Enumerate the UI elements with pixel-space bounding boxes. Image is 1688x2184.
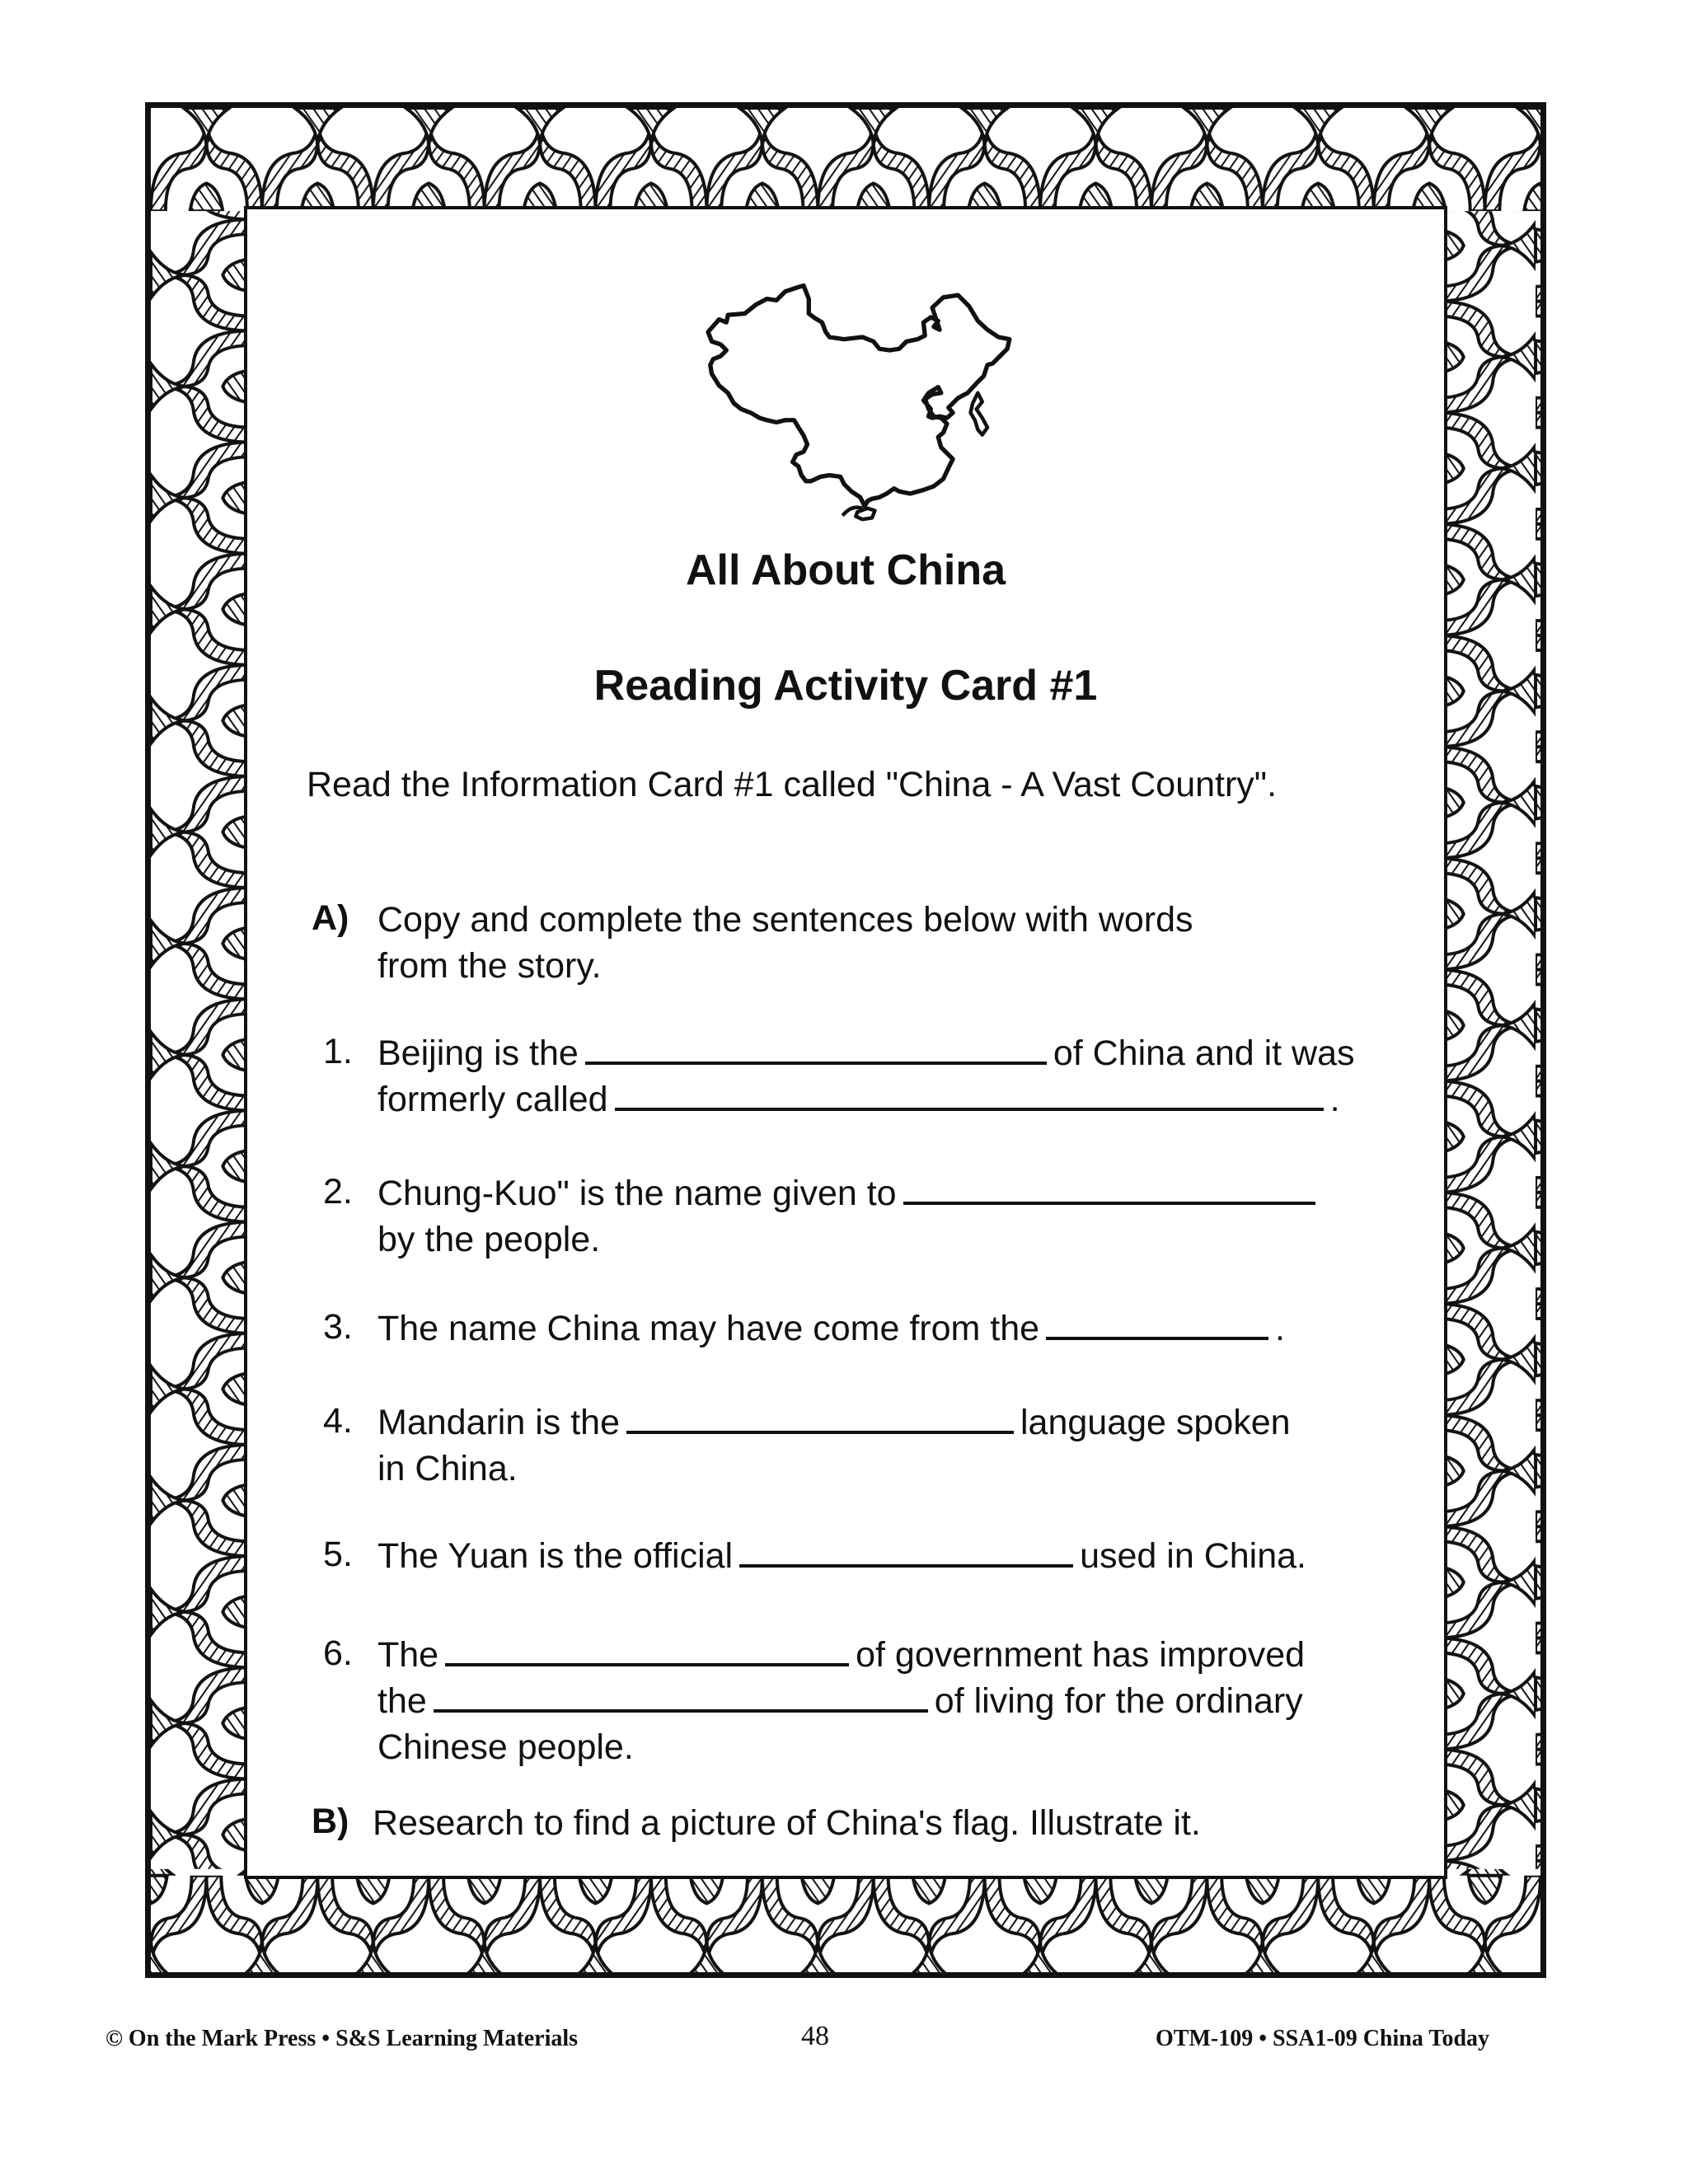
question-number: 1. — [323, 1032, 353, 1071]
question-2-line2: by the people. — [377, 1220, 601, 1259]
page-title: All About China — [685, 546, 1006, 594]
question-6-line2: the of living for the ordinary — [377, 1681, 1303, 1721]
card-subtitle: Reading Activity Card #1 — [593, 662, 1098, 710]
answer-blank[interactable] — [585, 1032, 1047, 1065]
section-a-instruction-line1: Copy and complete the sentences below with words — [377, 900, 1193, 940]
intro-text: Read the Information Card #1 called "China - A Vast Country". — [307, 765, 1278, 804]
question-4-line1: Mandarin is the language spoken — [377, 1403, 1291, 1442]
question-number: 3. — [323, 1307, 353, 1347]
question-6-line1: The of government has improved — [377, 1635, 1306, 1675]
question-2-line1: Chung-Kuo" is the name given to — [377, 1170, 1322, 1216]
answer-blank[interactable] — [903, 1172, 1315, 1205]
section-b-instruction: Research to find a picture of China's flag. Illustrate it. — [373, 1803, 1201, 1843]
question-3-line1: The name China may have come from the . — [377, 1309, 1285, 1348]
answer-blank[interactable] — [434, 1680, 928, 1713]
question-6-line3: Chinese people. — [377, 1727, 634, 1767]
answer-blank[interactable] — [739, 1535, 1073, 1568]
answer-blank[interactable] — [626, 1401, 1014, 1434]
footer-product-code: OTM-109 • SSA1-09 China Today — [1156, 2026, 1490, 2051]
question-number: 4. — [323, 1401, 353, 1441]
question-number: 2. — [323, 1172, 353, 1212]
answer-blank[interactable] — [1046, 1307, 1268, 1340]
footer-publisher: © On the Mark Press • S&S Learning Materials — [106, 2026, 579, 2051]
section-a-instruction-line2: from the story. — [377, 946, 602, 986]
section-a-label: A) — [312, 898, 349, 938]
question-number: 5. — [323, 1535, 353, 1574]
question-5-line1: The Yuan is the official used in China. — [377, 1536, 1306, 1576]
section-b-label: B) — [312, 1802, 349, 1841]
answer-blank[interactable] — [615, 1078, 1324, 1111]
question-4-line2: in China. — [377, 1449, 518, 1488]
china-map-outline-icon — [674, 262, 1029, 534]
question-1-line2: formerly called . — [377, 1080, 1340, 1119]
page-number: 48 — [801, 2021, 829, 2051]
question-1-line1: Beijing is the of China and it was — [377, 1033, 1355, 1073]
answer-blank[interactable] — [445, 1633, 849, 1666]
question-number: 6. — [323, 1633, 353, 1673]
